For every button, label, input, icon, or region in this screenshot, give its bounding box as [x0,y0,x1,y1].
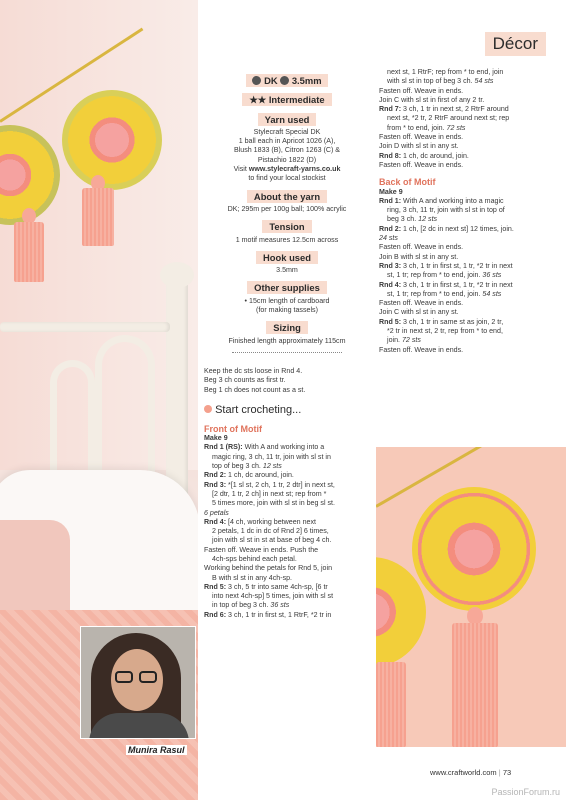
section-tag: Décor [485,32,546,56]
bullet-icon [204,405,212,413]
tension-text: 1 motif measures 12.5cm across [235,235,339,244]
instruction-line: st, 1 tr; rep from * to end, join. 36 sts [387,271,502,280]
crochet-motif [412,487,536,611]
instruction-line: next st, 1 RtrF; rep from * to end, join [387,68,504,76]
front-instructions-continued [379,68,559,170]
instruction-line: B with sl st in any 4ch-sp. [212,573,293,582]
instruction-line: Rnd 2: 1 ch, [2 dc in next st] 12 times, join. [379,224,514,233]
glasses-left [115,671,133,683]
start-heading: Start crocheting... [204,404,370,417]
bed-post-knob [160,262,194,288]
instruction-line: Rnd 2: 1 ch, dc around, join. [204,471,294,480]
other-supplies-title: Other supplies [247,281,327,294]
instruction-line: [2 dtr, 1 tr, 2 ch] in next st; rep from * [212,489,327,498]
instruction-line: st, 1 tr; rep from * to end, join. 54 sts [387,289,502,298]
yarn-used-title: Yarn used [258,113,317,126]
stockist-link[interactable]: www.stylecraft-yarns.co.uk [248,165,341,174]
instruction-line: Fasten off. Weave in ends. [379,299,464,308]
front-instructions [204,443,370,620]
instruction-line: Join C with sl st in any st. [379,308,459,317]
instruction-line: with sl st in top of beg 3 ch. 54 sts [387,77,494,86]
bed-arch [50,360,95,485]
instruction-line: Rnd 4: [4 ch, working between next [204,517,316,526]
glasses-right [139,671,157,683]
instruction-line: ring, 3 ch, 11 tr, join with sl st in top of [387,206,505,215]
instruction-line: magic ring, 3 ch, 11 tr, join with sl st in [212,452,331,461]
instruction-line: Join C with sl st in first of any 2 tr. [379,95,485,104]
instruction-line: 6 petals [204,508,229,517]
instruction-line: Rnd 3: 3 ch, 1 tr in first st, 1 tr, *2 tr in next [379,261,513,270]
instruction-line: 24 sts [379,234,398,243]
instruction-line: Rnd 4: 3 ch, 1 tr in first st, 1 tr, *2 tr in next [379,280,513,289]
instruction-line: Fasten off. Weave in ends. [379,160,464,169]
page-footer: www.craftworld.com | 73 [430,768,512,777]
tension-title: Tension [262,220,311,233]
difficulty: Intermediate [268,94,325,106]
instructions-column [379,68,559,355]
sizing-title: Sizing [266,321,308,334]
back-instructions [379,197,559,355]
tassel [14,222,44,282]
crochet-motif [62,90,162,190]
front-make: Make 9 [204,434,228,443]
designer-name: Munira Rasul [128,745,185,755]
instruction-line: next st, *2 tr, 2 RtrF around next st; rep [387,114,510,123]
yarn-used-text: Stylecraft Special DK 1 ball each in Apricot 1026 (A), Blush 1833 (B), Citron 1263 (C) & Pistachio 1822 (D) Visit www.stylecraft-yarns.co.uk to find your local stockist [233,127,341,183]
back-motif-title: Back of Motif [379,177,436,188]
star-rating-icon: ★★ [249,94,267,106]
difficulty-line [204,87,370,106]
instruction-line: Working behind the petals for Rnd 5, join [204,564,333,573]
instruction-line: Rnd 7: 3 ch, 1 tr in next st, 2 RtrF around [379,105,509,114]
yarn-ball-icon [252,76,261,85]
back-make: Make 9 [379,187,403,196]
instruction-line: Rnd 5: 3 ch, 5 tr into same 4ch-sp, [6 tr [204,582,328,591]
instruction-line: top of beg 3 ch. 12 sts [212,462,282,471]
about-yarn-text: DK; 295m per 100g ball; 100% acrylic [227,204,347,213]
instruction-line: beg 3 ch. 12 sts [387,215,438,224]
tassel [452,623,498,747]
shoulders [89,713,189,739]
instruction-line: Fasten off. Weave in ends. [379,243,464,252]
instruction-line: join. 72 sts [387,336,421,345]
instruction-line: Fasten off. Weave in ends. [379,345,464,354]
specs-column [204,0,370,620]
bed-post [166,275,188,505]
instruction-line: Fasten off. Weave in ends. [379,86,464,95]
page-number: 73 [502,768,512,777]
notes: Keep the dc sts loose in Rnd 4. Beg 3 ch counts as first tr. Beg 1 ch does not count as a st. [204,366,306,394]
about-yarn-title: About the yarn [247,190,327,203]
other-supplies-text: • 15cm length of cardboard (for making tassels) [244,296,330,315]
instruction-line: into next 4ch-sp] 5 times, join with sl st [212,592,334,601]
designer-portrait [80,626,196,739]
instruction-line: 2 petals, 1 dc in dc of Rnd 2] 6 times, [212,527,329,536]
instruction-line: join with sl st in st at base of beg 4 ch. [212,536,332,545]
tassel [376,662,406,747]
instruction-line: in top of beg 3 ch. 36 sts [212,601,290,610]
footer-site[interactable]: www.craftworld.com [430,768,497,777]
hook-used-title: Hook used [256,251,318,264]
instruction-line: Rnd 6: 3 ch, 1 tr in first st, 1 RtrF, *2 tr in [204,610,332,619]
sizing-text: Finished length approximately 115cm [228,336,346,345]
instruction-line: Join D with sl st in any st. [379,142,459,151]
hook-used-text: 3.5mm [276,266,298,275]
bed-arch [95,335,155,485]
instruction-line: Rnd 3: *[1 sl st, 2 ch, 1 tr, 2 dtr] in next st, [204,480,335,489]
bed-rail [0,322,170,332]
instruction-line: *2 tr in next st, 2 tr, rep from * to end, [387,327,503,336]
yarn-weight-line [204,68,370,87]
instruction-line: Rnd 8: 1 ch, dc around, join. [379,151,469,160]
yarn-weight: DK [264,75,278,86]
front-motif-title: Front of Motif [204,423,262,434]
instruction-line: Rnd 1 (RS): With A and working into a [204,443,325,452]
instruction-line: Fasten off. Weave in ends. [379,133,464,142]
instruction-line: Rnd 5: 3 ch, 1 tr in same st as join, 2 tr, [379,317,504,326]
instruction-line: Rnd 1: With A and working into a magic [379,196,504,205]
watermark: PassionForum.ru [491,787,560,797]
instruction-line: Fasten off. Weave in ends. Push the [204,545,319,554]
instruction-line: 5 times more, join with sl st in beg sl st. [212,499,336,508]
hook-size: 3.5mm [291,75,322,86]
instruction-line: Join B with sl st in any st. [379,252,459,261]
instruction-line: from * to end, join. 72 sts [387,123,466,132]
hook-icon [280,76,289,85]
instruction-line: 4ch-sps behind each petal. [212,554,297,563]
divider [232,352,342,353]
tassel [82,188,114,246]
motif-closeup-photo [376,447,566,747]
